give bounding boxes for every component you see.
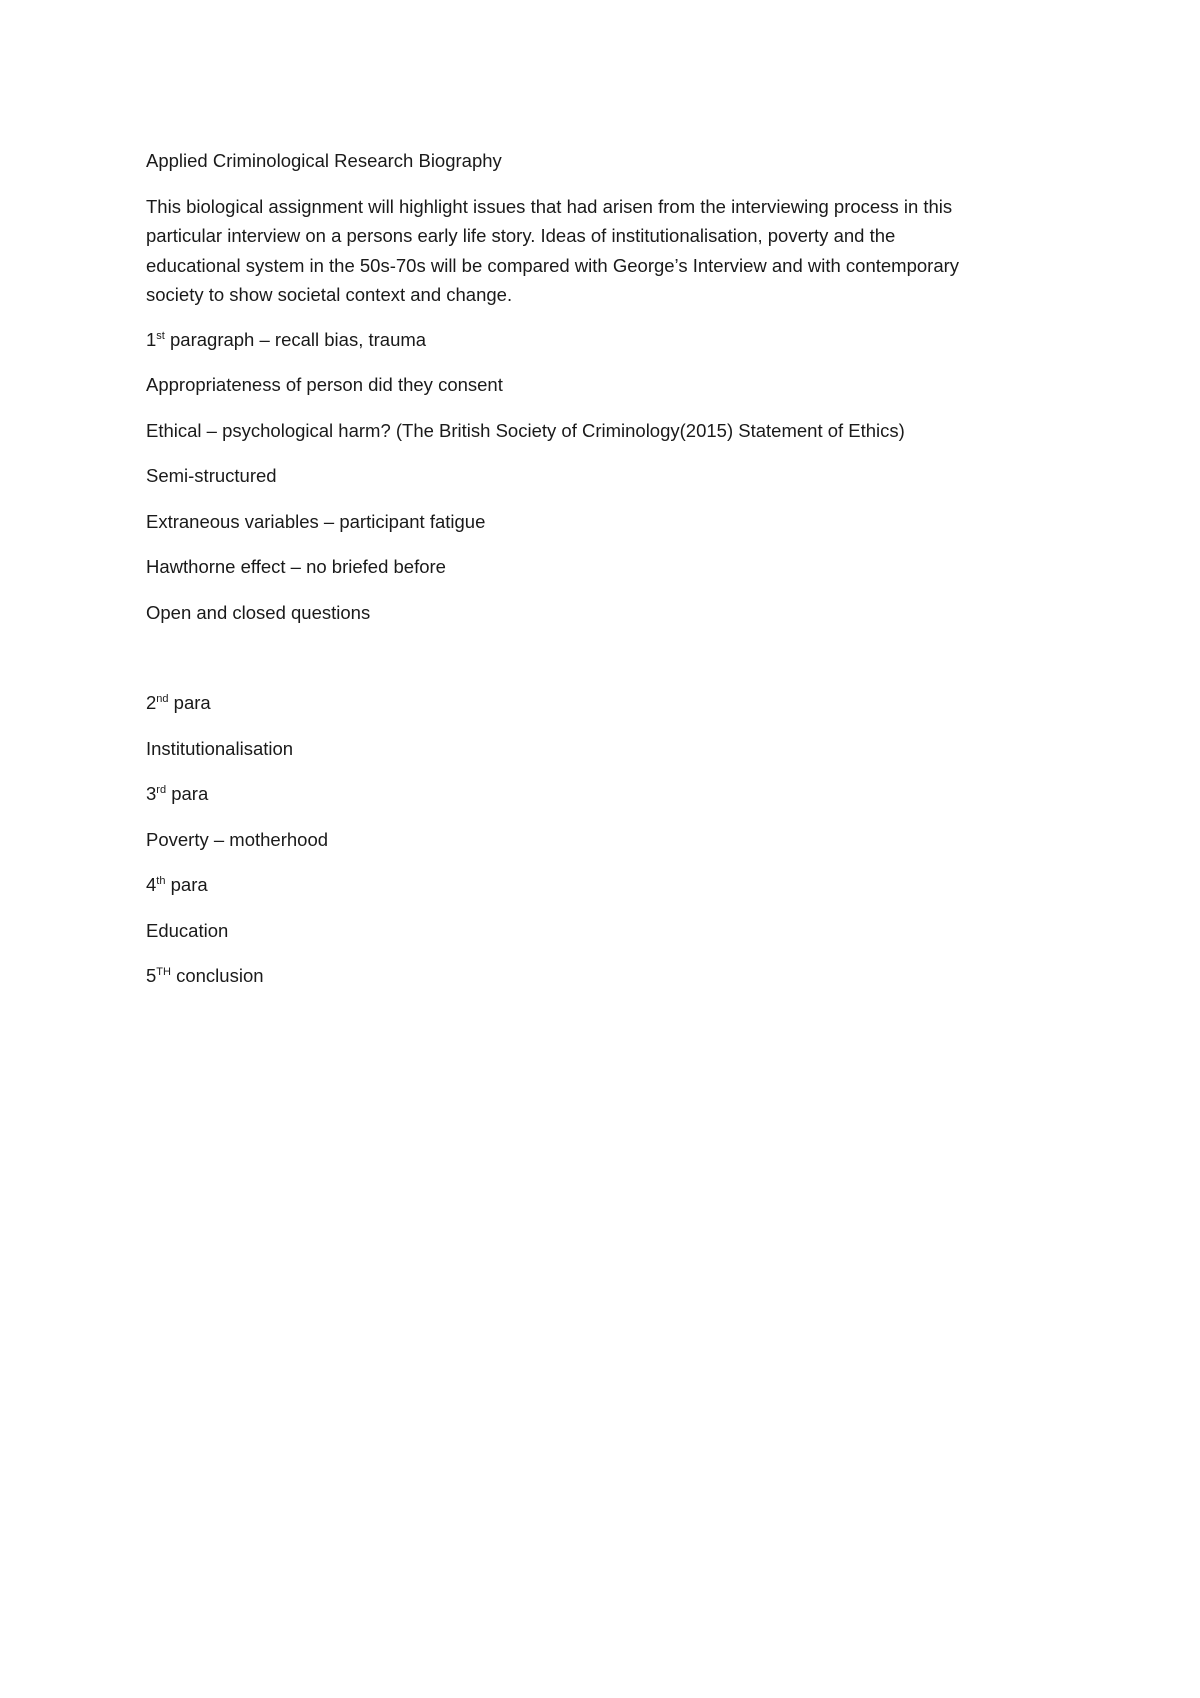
- ordinal-number: 2: [146, 692, 157, 713]
- ordinal-suffix: rd: [156, 783, 167, 796]
- note-questions: Open and closed questions: [146, 601, 371, 623]
- ordinal-number: 4: [146, 874, 157, 895]
- paragraph-1-heading: [146, 325, 1066, 355]
- note-extraneous-variables: Extraneous variables – participant fatigue: [146, 510, 486, 532]
- heading-text: paragraph – recall bias, trauma: [164, 328, 427, 350]
- note-ethical: Ethical – psychological harm? (The British Society of Criminology(2015) Statement of Ethics): [146, 419, 905, 441]
- note-semi-structured: Semi-structured: [146, 465, 277, 486]
- paragraph-2-heading: [146, 688, 1066, 718]
- heading-text: para: [165, 874, 208, 895]
- ordinal-number: 5: [146, 965, 157, 986]
- intro-line: This biological assignment will highlight issues that had arisen from the interviewing process in this: [146, 195, 953, 217]
- ordinal-suffix: st: [156, 329, 165, 342]
- intro-line: educational system in the 50s-70s will be compared with George’s Interview and with contemporary: [146, 254, 960, 276]
- paragraph-3-topic: Poverty – motherhood: [146, 828, 329, 850]
- paragraph-4-topic: Education: [146, 919, 229, 941]
- document-title: Applied Criminological Research Biography: [146, 150, 502, 171]
- ordinal-number: 1: [146, 328, 157, 350]
- note-hawthorne-effect: Hawthorne effect – no briefed before: [146, 556, 446, 577]
- heading-text: para: [166, 783, 209, 804]
- paragraph-2-topic: Institutionalisation: [146, 737, 294, 759]
- intro-paragraph: [146, 192, 1066, 310]
- heading-text: conclusion: [170, 965, 264, 986]
- ordinal-suffix: th: [156, 874, 166, 887]
- ordinal-number: 3: [146, 783, 157, 804]
- paragraph-3-heading: [146, 779, 1066, 809]
- intro-line: particular interview on a persons early life story. Ideas of institutionalisation, poverty and the: [146, 225, 896, 246]
- ordinal-suffix: TH: [156, 965, 171, 978]
- intro-line: society to show societal context and change.: [146, 284, 513, 305]
- paragraph-5-heading: [146, 961, 1066, 991]
- heading-text: para: [168, 692, 211, 713]
- document-body: [146, 146, 1066, 1007]
- ordinal-suffix: nd: [156, 692, 169, 705]
- paragraph-4-heading: [146, 870, 1066, 900]
- note-consent: Appropriateness of person did they consent: [146, 374, 503, 395]
